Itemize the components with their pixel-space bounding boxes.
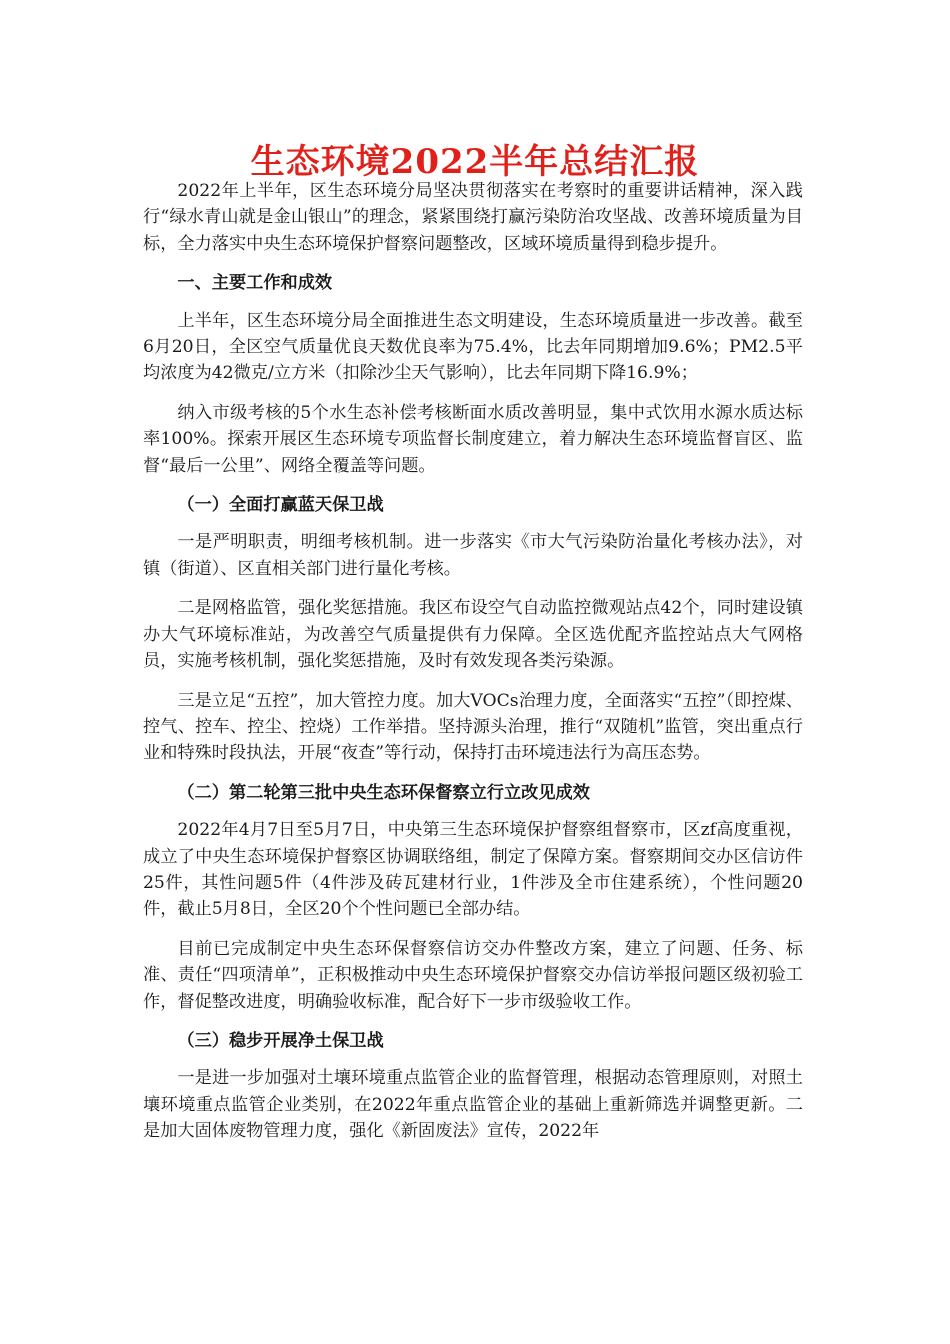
- intro-paragraph: 2022年上半年，区生态环境分局坚决贯彻落实在考察时的重要讲话精神，深入践行“绿水青山就是金山银山”的理念，紧紧围绕打赢污染防治攻坚战、改善环境质量为目标，全力落实中央生态环境保护督察问题整改，区域环境质量得到稳步提升。: [143, 181, 803, 254]
- body-paragraph: 上半年，区生态环境分局全面推进生态文明建设，生态环境质量进一步改善。截至6月20日，全区空气质量优良天数优良率为75.4%，比去年同期增加9.6%；PM2.5平均浓度为42微克/立方米（扣除沙尘天气影响），比去年同期下降16.9%；: [143, 310, 803, 384]
- body-paragraph: 三是立足“五控”，加大管控力度。加大VOCs治理力度，全面落实“五控”（即控煤、控气、控车、控尘、控烧）工作举措。坚持源头治理，推行“双随机”监管，突出重点行业和特殊时段执法，开展“夜查”等行动，保持打击环境违法行为高压态势。: [143, 690, 803, 764]
- body-paragraph: 目前已完成制定中央生态环保督察信访交办件整改方案，建立了问题、任务、标准、责任“四项清单”，正积极推动中央生态环境保护督察交办信访举报问题区级初验工作，督促整改进度，明确验收标准，配合好下一步市级验收工作。: [143, 938, 803, 1012]
- body-paragraph: 一是进一步加强对土壤环境重点监管企业的监督管理，根据动态管理原则，对照土壤环境重点监管企业类别，在2022年重点监管企业的基础上重新筛选并调整更新。二是加大固体废物管理力度，强化《新固废法》宣传，2022年: [143, 1068, 803, 1142]
- body-paragraph: 2022年4月7日至5月7日，中央第三生态环境保护督察组督察市，区zf高度重视，成立了中央生态环境保护督察区协调联络组，制定了保障方案。督察期间交办区信访件25件，其性问题5件（4件涉及砖瓦建材行业，1件涉及全市住建系统），个性问题20件，截止5月8日，全区20个个性问题已全部办结。: [143, 820, 803, 920]
- body-paragraph: 纳入市级考核的5个水生态补偿考核断面水质改善明显，集中式饮用水源水质达标率100%。探索开展区生态环境专项监督长制度建立，着力解决生态环境监督盲区、监督“最后一公里”、网络全覆盖等问题。: [143, 402, 803, 476]
- subsection-heading-clean-soil: （三）稳步开展净土保卫战: [177, 1030, 384, 1051]
- document-body: [143, 178, 803, 1145]
- document-title: 生态环境2022半年总结汇报: [250, 142, 700, 182]
- body-paragraph: 一是严明职责，明细考核机制。进一步落实《市大气污染防治量化考核办法》，对镇（街道）、区直相关部门进行量化考核。: [143, 532, 803, 579]
- body-paragraph: 二是网格监管，强化奖惩措施。我区布设空气自动监控微观站点42个，同时建设镇办大气环境标准站，为改善空气质量提供有力保障。全区选优配齐监控站点大气网格员，实施考核机制，强化奖惩措施，及时有效发现各类污染源。: [143, 598, 803, 672]
- section-heading-main-work: 一、主要工作和成效: [177, 273, 333, 294]
- subsection-heading-inspection: （二）第二轮第三批中央生态环保督察立行立改见成效: [177, 782, 590, 803]
- subsection-heading-blue-sky: （一）全面打赢蓝天保卫战: [177, 495, 384, 516]
